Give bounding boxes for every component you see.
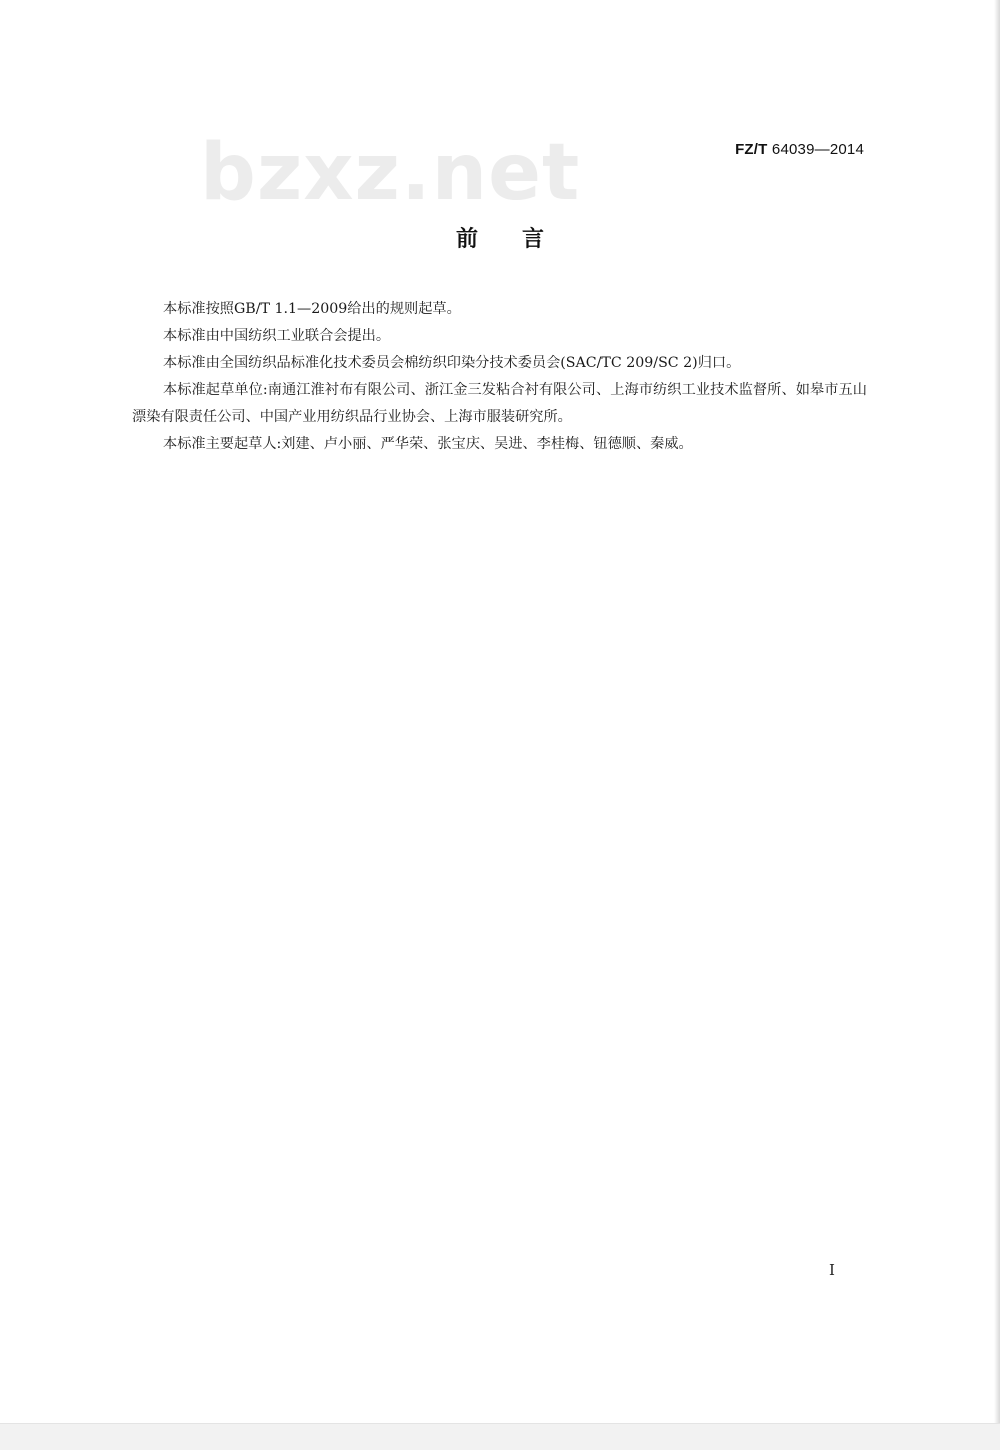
page-edge-shadow xyxy=(994,0,1000,1450)
paragraph-drafting-rules: 本标准按照GB/T 1.1—2009给出的规则起草。 xyxy=(163,301,461,317)
foreword-body xyxy=(132,296,867,458)
paragraph-drafting-units: 本标准起草单位:南通江淮衬布有限公司、浙江金三发粘合衬有限公司、上海市纺织工业技术监督所、如皋市五山漂染有限责任公司、中国产业用纺织品行业协会、上海市服装研究所。 xyxy=(132,382,867,425)
watermark: bzxz.net xyxy=(200,128,581,218)
paragraph-technical-committee: 本标准由全国纺织品标准化技术委员会棉纺织印染分技术委员会(SAC/TC 209/SC 2)归口。 xyxy=(163,355,741,371)
bottom-band xyxy=(0,1423,1000,1450)
standard-number-value: 64039—2014 xyxy=(771,141,864,158)
standard-code: FZ/T xyxy=(735,141,768,158)
paragraph-drafters: 本标准主要起草人:刘建、卢小丽、严华荣、张宝庆、吴进、李桂梅、钮德顺、秦威。 xyxy=(163,436,693,452)
page-title: 前言 xyxy=(455,227,588,252)
paragraph-proposer: 本标准由中国纺织工业联合会提出。 xyxy=(163,328,391,344)
page-number: I xyxy=(829,1261,835,1279)
standard-number xyxy=(735,141,864,158)
